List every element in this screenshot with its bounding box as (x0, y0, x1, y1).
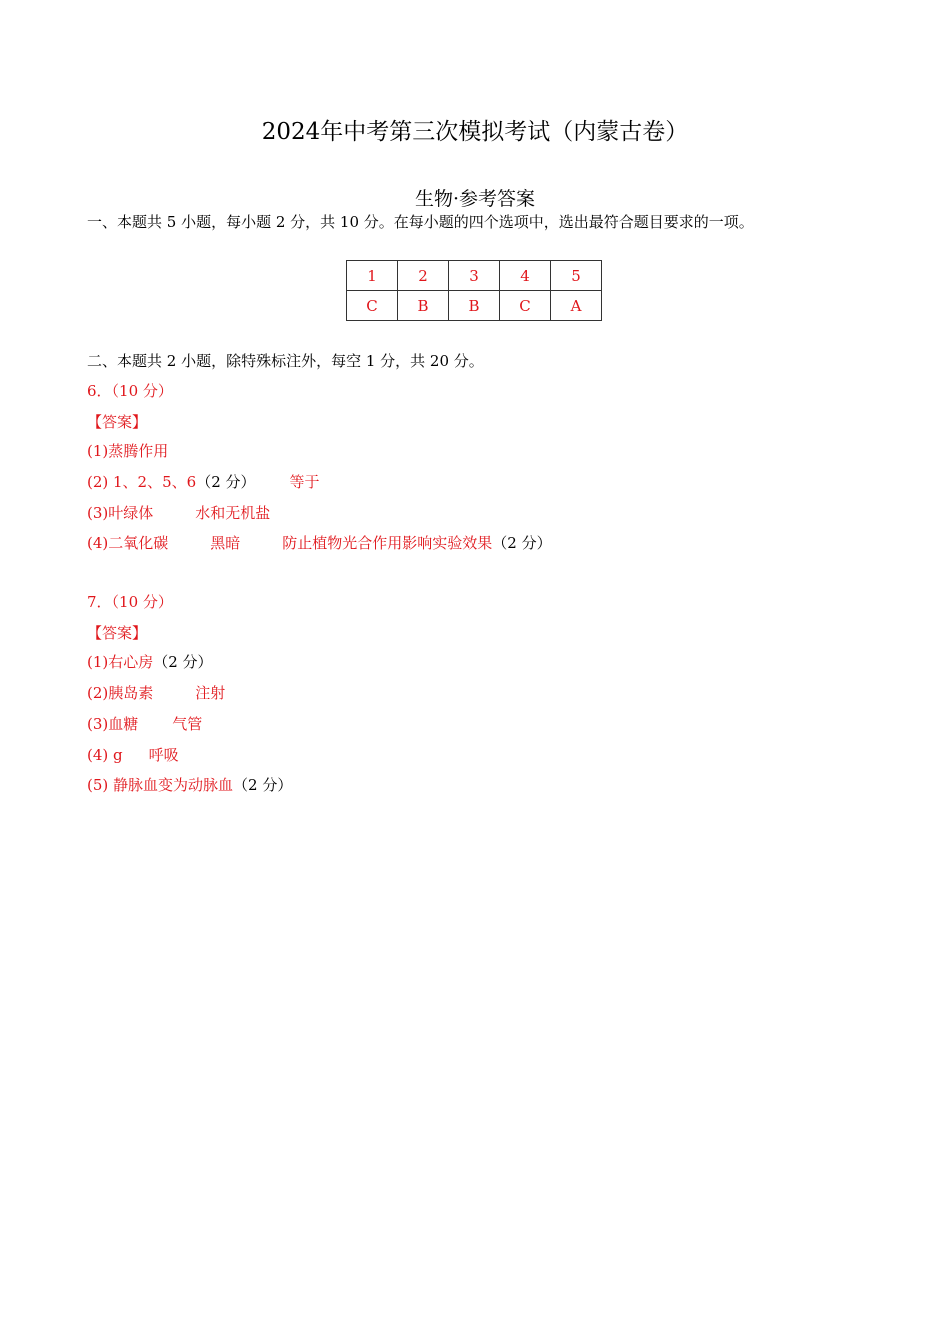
q7-answer-3b: 气管 (172, 715, 203, 733)
table-cell: B (398, 291, 449, 321)
q7-answer-tag: 【答案】 (87, 624, 148, 642)
q6-answer-3a: (3)叶绿体 (87, 504, 154, 522)
table-row-numbers (347, 261, 602, 291)
page-title: 2024年中考第三次模拟考试（内蒙古卷） (261, 119, 689, 145)
table-cell: 2 (398, 261, 449, 291)
q6-answer-2c: 等于 (289, 473, 320, 491)
q7-label: 7．（10 分） (87, 593, 173, 611)
section1-heading: 一、本题共 5 小题，每小题 2 分，共 10 分。在每小题的四个选项中，选出最符合题目要求的一项。 (87, 213, 754, 231)
table-cell: 1 (347, 261, 398, 291)
q6-answer-2a: (2) 1、2、5、6 (87, 473, 197, 491)
q7-answer-4 (87, 745, 179, 765)
q7-answer-2b: 注射 (195, 684, 226, 702)
q7-answer-1a: (1)右心房 (87, 653, 154, 671)
q6-answer-4 (87, 533, 552, 553)
q6-answer-4-score: （2 分） (492, 534, 552, 552)
q6-answer-2-score: （2 分） (196, 473, 256, 491)
q6-answer-4a: (4)二氧化碳 (87, 534, 169, 552)
q7-answer-5-score: （2 分） (233, 776, 293, 794)
q7-answer-3 (87, 714, 202, 734)
page-subtitle: 生物·参考答案 (414, 188, 536, 210)
answer-table (346, 260, 602, 321)
q7-answer-4b: 呼吸 (148, 746, 179, 764)
q6-label: 6．（10 分） (87, 382, 173, 400)
table-cell: C (347, 291, 398, 321)
q7-answer-2a: (2)胰岛素 (87, 684, 154, 702)
q7-answer-3a: (3)血糖 (87, 715, 139, 733)
table-cell: 4 (500, 261, 551, 291)
q6-answer-4b: 黑暗 (210, 534, 241, 552)
table-cell: B (449, 291, 500, 321)
q7-answer-5a: (5) 静脉血变为动脉血 (87, 776, 234, 794)
table-cell: 3 (449, 261, 500, 291)
q6-answer-tag: 【答案】 (87, 413, 148, 431)
q6-answer-1: (1)蒸腾作用 (87, 442, 169, 460)
q7-answer-2 (87, 683, 225, 703)
q6-answer-4c: 防止植物光合作用影响实验效果 (282, 534, 493, 552)
q7-answer-4a: (4) g (87, 746, 123, 764)
q7-answer-1 (87, 652, 213, 672)
q7-answer-1-score: （2 分） (153, 653, 213, 671)
q6-answer-3b: 水和无机盐 (195, 504, 271, 522)
table-cell: 5 (551, 261, 602, 291)
q6-answer-2 (87, 472, 320, 492)
table-cell: C (500, 291, 551, 321)
section2-heading: 二、本题共 2 小题，除特殊标注外，每空 1 分，共 20 分。 (87, 352, 484, 370)
q6-answer-3 (87, 503, 270, 523)
table-cell: A (551, 291, 602, 321)
q7-answer-5 (87, 775, 292, 795)
table-row-answers (347, 291, 602, 321)
